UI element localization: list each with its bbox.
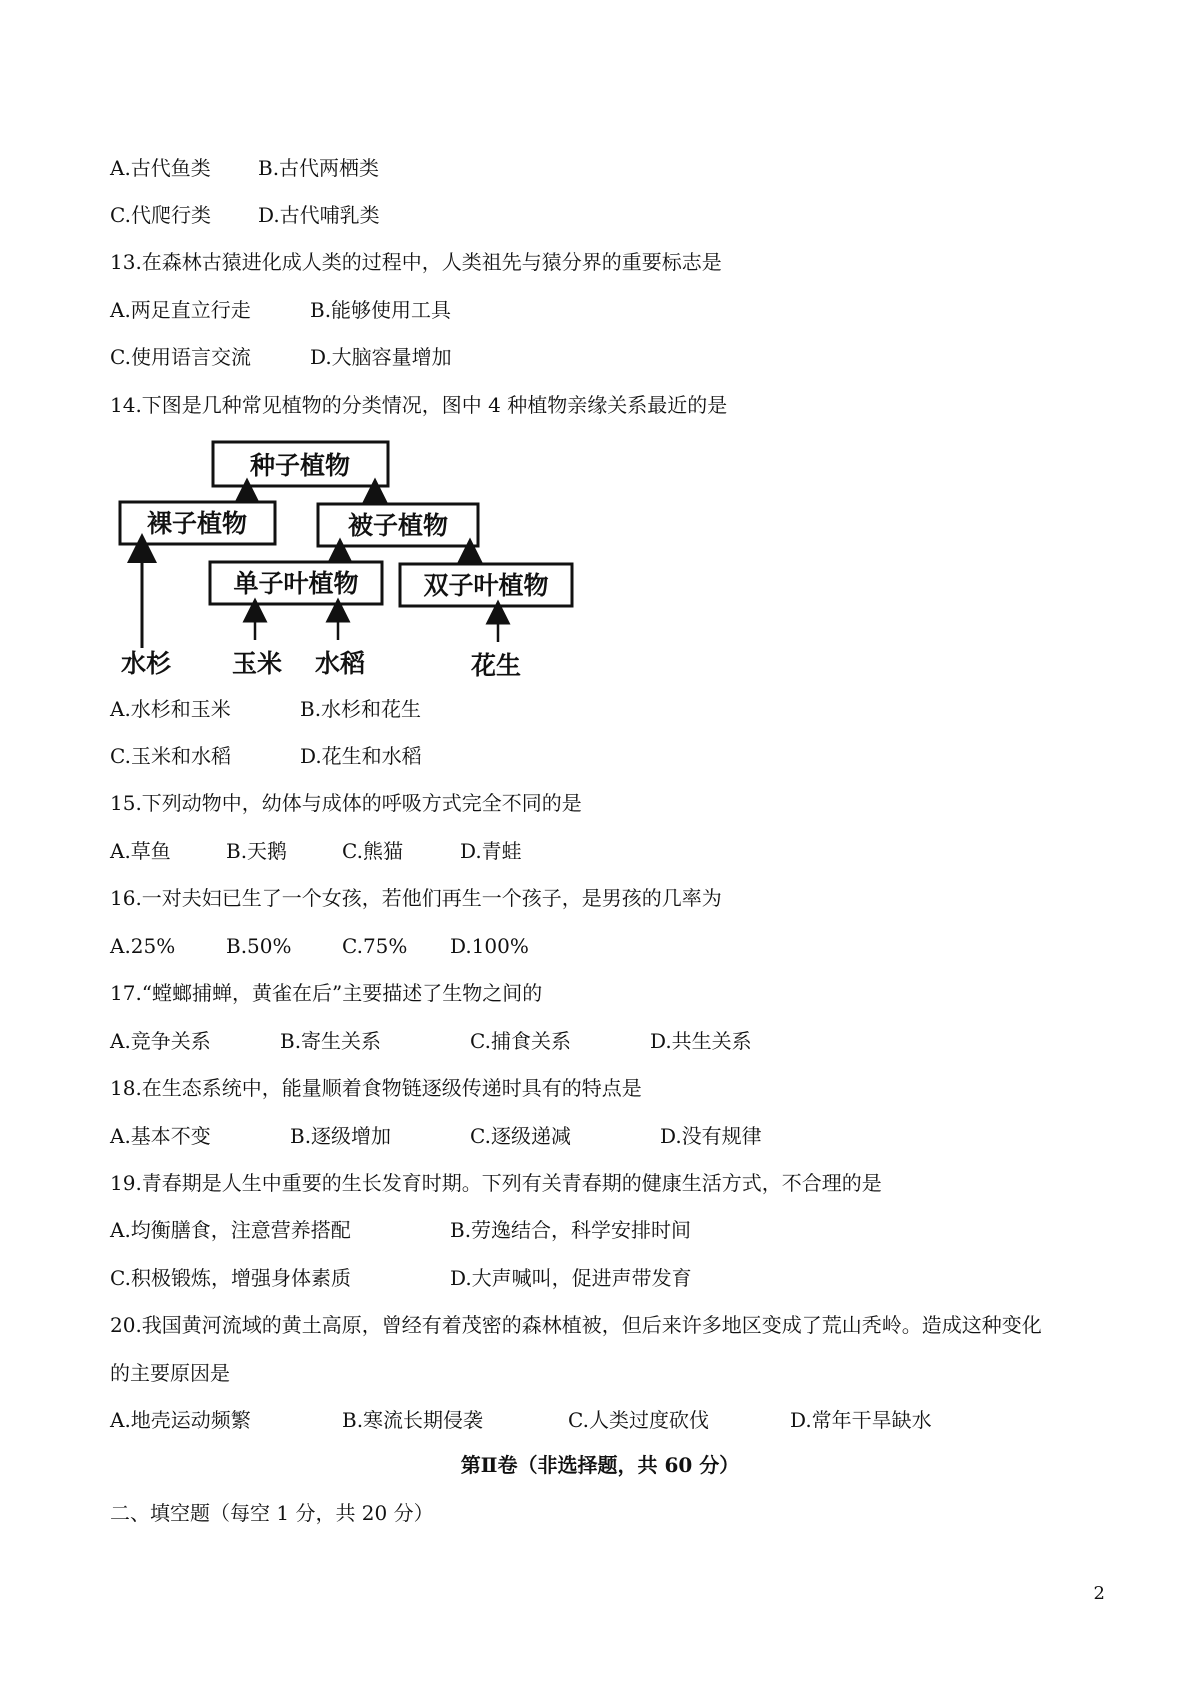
q13-option-d: D.大脑容量增加 [310,345,452,369]
diagram-dicot-label: 双子叶植物 [423,571,549,600]
q16-option-a: A.25% [110,934,176,958]
q20-option-b: B.寒流长期侵袭 [342,1408,484,1432]
q15-option-b: B.天鹅 [226,839,288,863]
q12-option-d: D.古代哺乳类 [258,203,380,227]
diagram-leaf-3: 水稻 [314,649,366,678]
diagram-leaf-2: 玉米 [231,649,283,678]
q14-stem: 14.下图是几种常见植物的分类情况，图中 4 种植物亲缘关系最近的是 [110,393,728,417]
q19-option-b: B.劳逸结合，科学安排时间 [450,1218,692,1242]
q13-option-b: B.能够使用工具 [310,298,452,322]
diagram-gymnosperm-label: 裸子植物 [146,509,248,538]
q20-option-a: A.地壳运动频繁 [110,1408,251,1432]
q19-option-d: D.大声喊叫，促进声带发育 [450,1266,692,1290]
diagram-monocot-label: 单子叶植物 [233,569,359,598]
section-subtitle: 二、填空题（每空 1 分，共 20 分） [110,1501,434,1525]
q14-option-b: B.水杉和花生 [300,697,422,721]
diagram-angiosperm-label: 被子植物 [347,511,449,540]
diagram-root-label: 种子植物 [249,451,351,480]
q14-option-d: D.花生和水稻 [300,744,422,768]
q13-option-a: A.两足直立行走 [110,298,251,322]
q16-option-b: B.50% [226,934,292,958]
page-number: 2 [1093,1583,1105,1604]
q14-option-a: A.水杉和玉米 [110,697,231,721]
q12-option-b: B.古代两栖类 [258,156,380,180]
plant-classification-diagram [110,432,590,682]
q16-stem: 16.一对夫妇已生了一个女孩，若他们再生一个孩子，是男孩的几率为 [110,886,722,910]
q12-option-c: C.代爬行类 [110,203,211,227]
q13-option-c: C.使用语言交流 [110,345,251,369]
q18-stem: 18.在生态系统中，能量顺着食物链逐级传递时具有的特点是 [110,1076,642,1100]
section-title: 第Ⅱ卷（非选择题，共 60 分） [460,1453,740,1477]
q18-option-b: B.逐级增加 [290,1124,392,1148]
q17-stem: 17.“螳螂捕蝉，黄雀在后”主要描述了生物之间的 [110,981,543,1005]
q15-option-d: D.青蛙 [460,839,522,863]
q18-option-a: A.基本不变 [110,1124,211,1148]
q19-option-c: C.积极锻炼，增强身体素质 [110,1266,351,1290]
q15-stem: 15.下列动物中，幼体与成体的呼吸方式完全不同的是 [110,791,582,815]
q12-option-a: A.古代鱼类 [110,156,211,180]
q20-option-c: C.人类过度砍伐 [568,1408,709,1432]
q13-stem: 13.在森林古猿进化成人类的过程中，人类祖先与猿分界的重要标志是 [110,250,722,274]
q18-option-d: D.没有规律 [660,1124,762,1148]
q18-option-c: C.逐级递减 [470,1124,571,1148]
q16-option-c: C.75% [342,934,408,958]
q15-option-c: C.熊猫 [342,839,403,863]
q20-stem: 20.我国黄河流域的黄土高原，曾经有着茂密的森林植被，但后来许多地区变成了荒山秃岭。造成这种变化 [110,1313,1042,1337]
q19-option-a: A.均衡膳食，注意营养搭配 [110,1218,351,1242]
diagram-leaf-4: 花生 [470,651,522,680]
q17-option-a: A.竞争关系 [110,1029,211,1053]
q20-stem-continued: 的主要原因是 [110,1361,230,1385]
q17-option-d: D.共生关系 [650,1029,752,1053]
q19-stem: 19.青春期是人生中重要的生长发育时期。下列有关青春期的健康生活方式，不合理的是 [110,1171,882,1195]
q20-option-d: D.常年干旱缺水 [790,1408,932,1432]
q15-option-a: A.草鱼 [110,839,171,863]
q17-option-b: B.寄生关系 [280,1029,382,1053]
diagram-leaf-1: 水杉 [120,649,172,678]
q14-option-c: C.玉米和水稻 [110,744,231,768]
q16-option-d: D.100% [450,934,529,958]
q17-option-c: C.捕食关系 [470,1029,571,1053]
